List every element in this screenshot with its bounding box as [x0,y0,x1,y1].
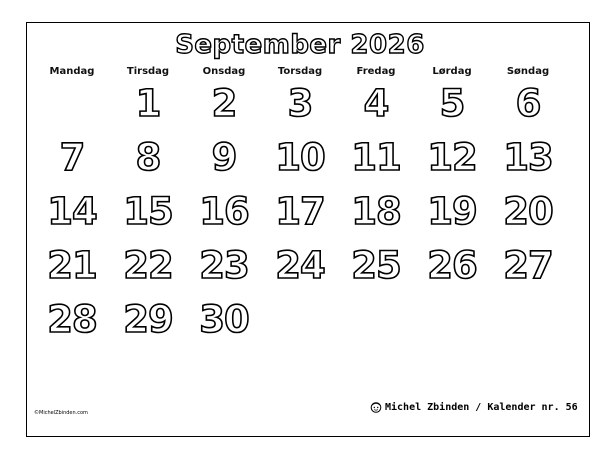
day-number: 13 [503,136,553,179]
day-number: 19 [427,190,477,233]
day-number: 6 [515,82,541,125]
weekday-label: Søndag [506,66,550,77]
day-number: 12 [427,136,477,179]
author-credit [370,400,578,414]
weekday-label: Onsdag [202,66,246,77]
day-number: 16 [199,190,249,233]
day-number: 2 [211,82,237,125]
day-number: 29 [123,298,173,341]
day-number: 15 [123,190,173,233]
weekday-label: Torsdag [277,66,323,77]
weekday-label: Fredag [356,66,396,77]
day-number: 23 [199,244,249,287]
day-number: 25 [351,244,401,287]
day-number: 5 [439,82,465,125]
day-number: 10 [275,136,325,179]
website-credit: ©MichelZbinden.com [34,410,88,416]
day-number: 11 [351,136,401,179]
day-number: 4 [363,82,389,125]
weekday-label: Tirsdag [126,66,170,77]
day-number: 22 [123,244,173,287]
day-number: 17 [275,190,325,233]
day-number: 28 [47,298,97,341]
day-number: 3 [287,82,313,125]
calendar-title: September 2026 [175,30,425,60]
weekday-label: Lørdag [432,66,472,77]
day-number: 18 [351,190,401,233]
credit-text: Michel Zbinden / Kalender nr. 56 [385,401,578,413]
day-number: 8 [135,136,161,179]
day-number: 30 [199,298,249,341]
day-number: 14 [47,190,97,233]
day-number: 20 [503,190,553,233]
face-icon [370,398,382,417]
day-number: 7 [59,136,85,179]
day-number: 9 [211,136,237,179]
day-number: 26 [427,244,477,287]
day-number: 1 [135,82,161,125]
day-number: 24 [275,244,325,287]
day-number: 27 [503,244,553,287]
day-grid [34,78,566,348]
day-number: 21 [47,244,97,287]
weekday-label: Mandag [49,66,95,77]
